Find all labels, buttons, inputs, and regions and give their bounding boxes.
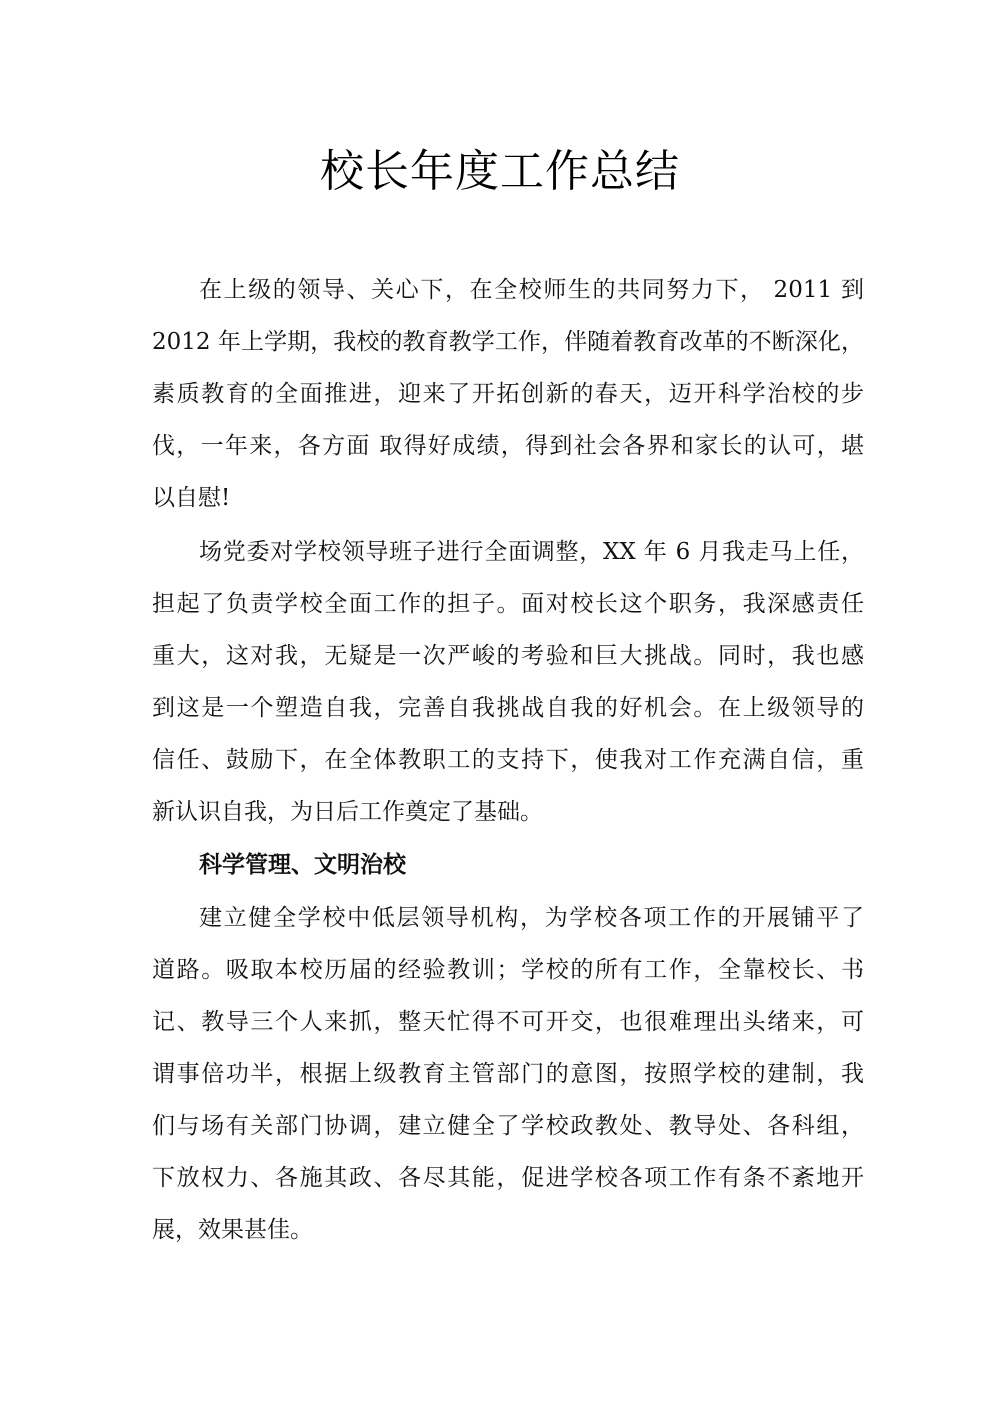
paragraph-2-line-2: 担起了负责学校全面工作的担子。面对校长这个职务，我深感责任	[152, 591, 864, 617]
paragraph-2-line-5: 信任、鼓励下，在全体教职工的支持下，使我对工作充满自信，重	[152, 747, 864, 773]
paragraph-3-line-1: 建立健全学校中低层领导机构，为学校各项工作的开展铺平了	[199, 905, 864, 931]
paragraph-3-line-5: 们与场有关部门协调，建立健全了学校政教处、教导处、各科组，	[152, 1113, 864, 1139]
paragraph-2-line-6: 新认识自我，为日后工作奠定了基础。	[152, 799, 543, 825]
paragraph-3-line-4: 谓事倍功半，根据上级教育主管部门的意图，按照学校的建制，我	[152, 1061, 864, 1087]
paragraph-3-line-6: 下放权力、各施其政、各尽其能，促进学校各项工作有条不紊地开	[152, 1165, 864, 1191]
paragraph-3-line-3: 记、教导三个人来抓，整天忙得不可开交，也很难理出头绪来，可	[152, 1009, 864, 1035]
paragraph-2-line-1: 场党委对学校领导班子进行全面调整，XX 年 6 月我走马上任，	[199, 539, 864, 565]
paragraph-2-line-3: 重大，这对我，无疑是一次严峻的考验和巨大挑战。同时，我也感	[152, 643, 864, 669]
paragraph-1-line-4: 伐，一年来，各方面 取得好成绩，得到社会各界和家长的认可，堪	[152, 433, 864, 459]
paragraph-1-line-1: 在上级的领导、关心下，在全校师生的共同努力下， 2011 到	[199, 277, 864, 303]
paragraph-1-line-5: 以自慰!	[152, 485, 231, 511]
paragraph-2-line-4: 到这是一个塑造自我，完善自我挑战自我的好机会。在上级领导的	[152, 695, 864, 721]
document-title: 校长年度工作总结	[320, 146, 680, 197]
paragraph-1-line-2: 2012 年上学期，我校的教育教学工作，伴随着教育改革的不断深化，	[152, 329, 864, 355]
paragraph-3-line-2: 道路。吸取本校历届的经验教训；学校的所有工作，全靠校长、书	[152, 957, 864, 983]
paragraph-1-line-3: 素质教育的全面推进，迎来了开拓创新的春天，迈开科学治校的步	[152, 381, 864, 407]
paragraph-3-line-7: 展，效果甚佳。	[152, 1217, 313, 1243]
section-heading: 科学管理、文明治校	[199, 851, 406, 878]
